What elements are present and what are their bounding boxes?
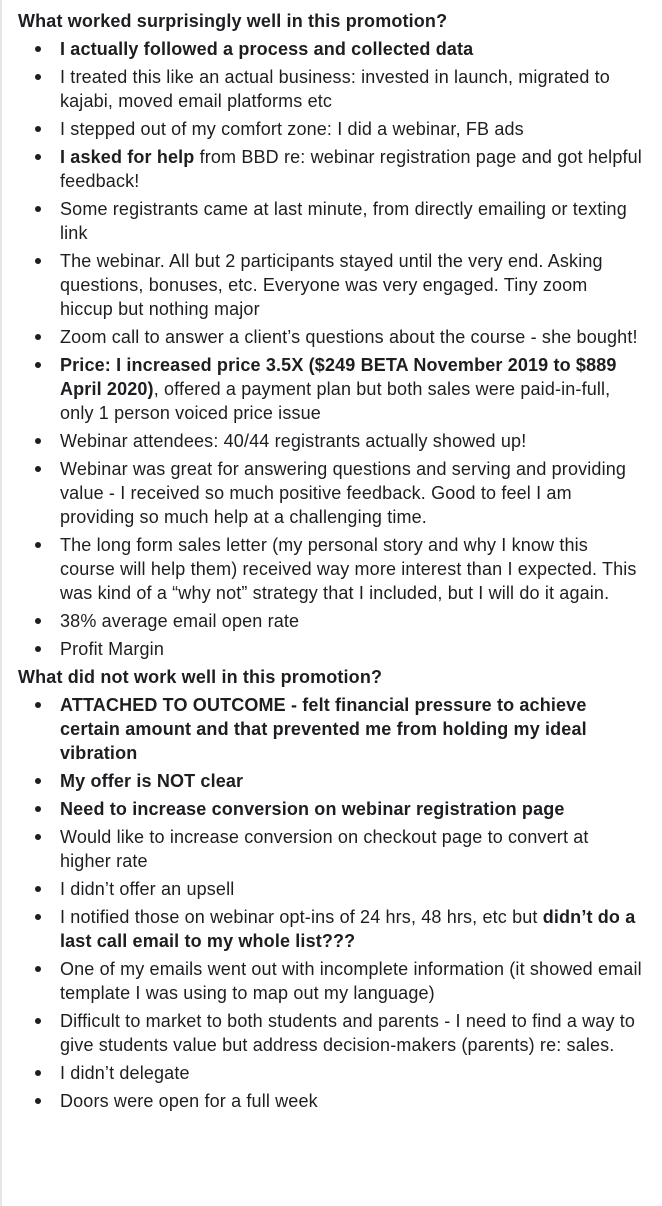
list-item: I stepped out of my comfort zone: I did a webinar, FB ads	[18, 117, 662, 141]
list-item: I notified those on webinar opt-ins of 24 hrs, 48 hrs, etc but didn’t do a last call email to my whole list???	[18, 905, 662, 953]
list-item: Zoom call to answer a client’s questions about the course - she bought!	[18, 325, 662, 349]
section-heading-did-not-work: What did not work well in this promotion?	[18, 667, 383, 687]
list-item: I didn’t offer an upsell	[18, 877, 662, 901]
list-item: Doors were open for a full week	[18, 1089, 662, 1113]
list-item: Profit Margin	[18, 637, 662, 661]
list-item: Need to increase conversion on webinar registration page	[18, 797, 662, 821]
list-item: Some registrants came at last minute, from directly emailing or texting link	[18, 197, 662, 245]
list-item: I actually followed a process and collected data	[18, 37, 662, 61]
list-item: I treated this like an actual business: invested in launch, migrated to kajabi, moved email platforms etc	[18, 65, 662, 113]
list-item: My offer is NOT clear	[18, 769, 662, 793]
list-item: ATTACHED TO OUTCOME - felt financial pressure to achieve certain amount and that prevented me from holding my ideal vibration	[18, 693, 662, 765]
section-heading-worked: What worked surprisingly well in this promotion?	[18, 11, 448, 31]
list-item: Would like to increase conversion on checkout page to convert at higher rate	[18, 825, 662, 873]
list-item: Webinar was great for answering questions and serving and providing value - I received so much positive feedback. Good to feel I am providing so much help at a challenging time.	[18, 457, 662, 529]
list-item: Webinar attendees: 40/44 registrants actually showed up!	[18, 429, 662, 453]
list-item: The long form sales letter (my personal story and why I know this course will help them) received way more interest than I expected. This was kind of a “why not” strategy that I included, but I will do it again.	[18, 533, 662, 605]
list-item: The webinar. All but 2 participants stayed until the very end. Asking questions, bonuses, etc. Everyone was very engaged. Tiny zoom hiccup but nothing major	[18, 249, 662, 321]
list-item: I asked for help from BBD re: webinar registration page and got helpful feedback!	[18, 145, 662, 193]
did-not-work-list	[18, 693, 662, 1113]
list-item: Price: I increased price 3.5X ($249 BETA November 2019 to $889 April 2020), offered a payment plan but both sales were paid-in-full, only 1 person voiced price issue	[18, 353, 662, 425]
list-item: Difficult to market to both students and parents - I need to find a way to give students value but address decision-makers (parents) re: sales.	[18, 1009, 662, 1057]
list-item: 38% average email open rate	[18, 609, 662, 633]
worked-list	[18, 37, 662, 661]
list-item: One of my emails went out with incomplete information (it showed email template I was using to map out my language)	[18, 957, 662, 1005]
list-item: I didn’t delegate	[18, 1061, 662, 1085]
